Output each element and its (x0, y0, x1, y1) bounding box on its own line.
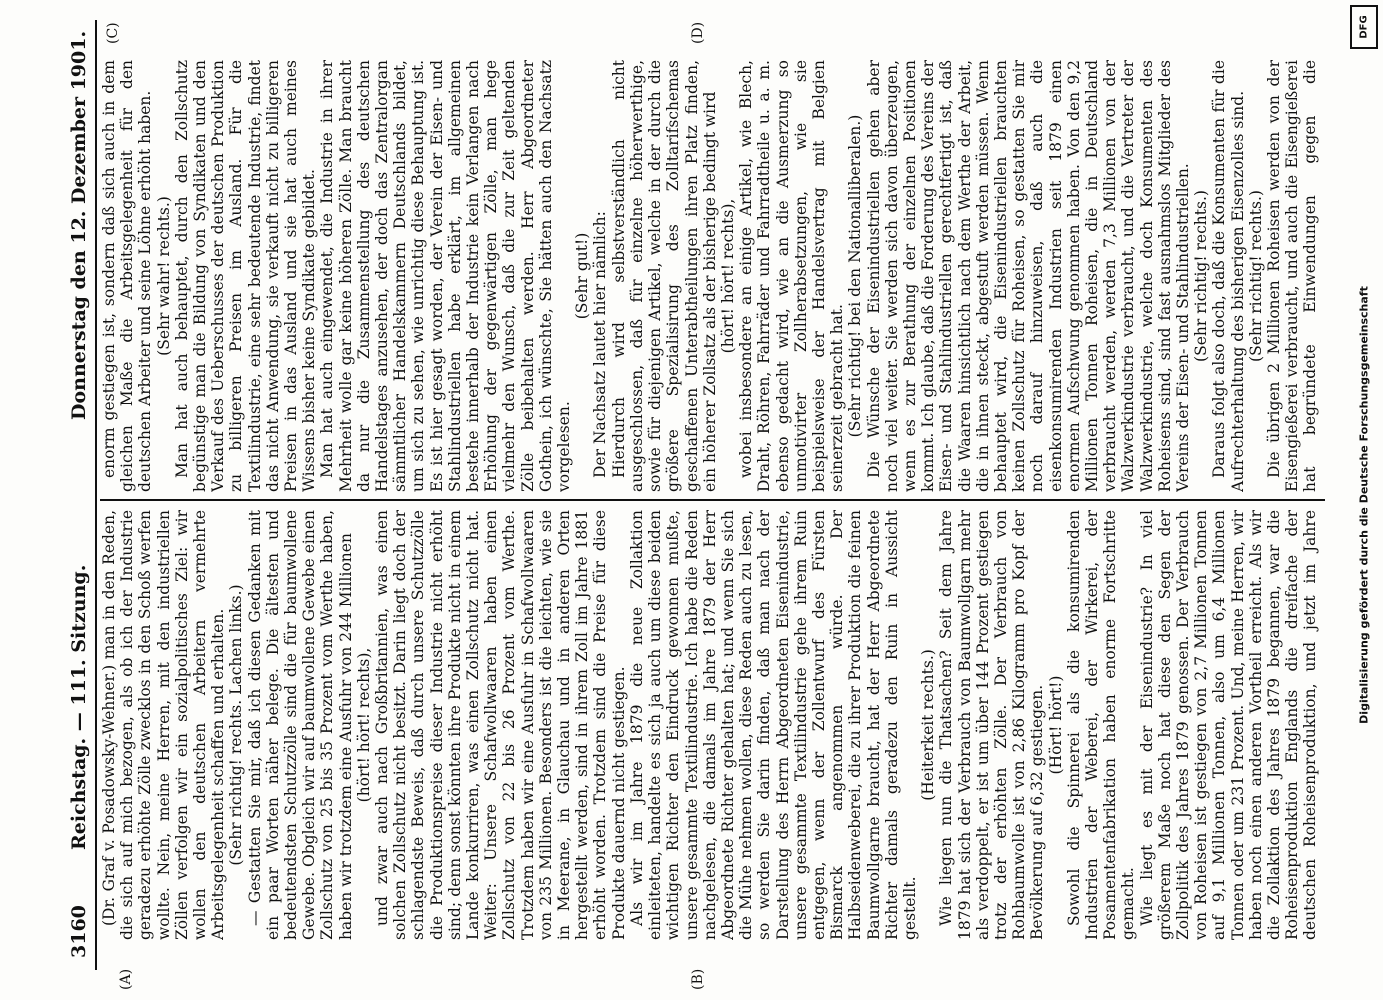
digitization-credit (1350, 5, 1378, 995)
page-number: 3160 (68, 905, 90, 958)
paragraph: enorm gestiegen ist, sondern daß sich auch in dem gleichen Maße die Arbeitsgelegenheit für den deutschen Arbeiter und seine Löhne erhöht haben. (100, 60, 155, 492)
paragraph: Wie liegt es mit der Eisenindustrie? In viel größerem Maße noch hat diese den Segen der Zollpolitik des Jahres 1879 genossen. Der Verbrauch von Roheisen ist gestiegen von 2,7 Millionen Tonnen auf 9,1 Millionen Tonnen, also um 6,4 Millionen Tonnen oder um 231 Prozent. Und, meine Herren, wir haben noch einen anderen Vortheil erreicht. Als wir die Zollaktion des Jahres 1879 begannen, war die Roheisenproduktion Englands die dreifache der deutschen Roheisenproduktion, und jetzt im Jahre (1137, 510, 1320, 940)
paragraph: Die Wünsche der Eisenindustriellen gehen aber noch viel weiter. Sie werden sich davon überzeugen, wenn es zur Berathung der einzelnen Positionen kommt. Ich glaube, daß die Forderung des Vereins der Eisen- und Stahlindustriellen gerechtfertigt ist, daß die Waaren hinsichtlich nach dem Werthe der Arbeit, die in ihnen steckt, abgestuft werden müssen. Wenn behauptet wird, die Eisenindustriellen brauchten keinen Zollschutz für Roheisen, so gestatten Sie mir noch darauf hinzuweisen, daß auch die eisenkonsumirenden Industrien seit 1879 einen enormen Aufschwung genommen haben. Von den 9,2 Millionen Tonnen Roheisen, die in Deutschland verbraucht werden, werden 7,3 Millionen von der Walzwerkindustrie verbraucht, und die Vertreter der Walzwerkindustrie, welche doch Konsumenten des Roheisens sind, sind fast ausnahmslos Mitglieder des Vereins der Eisen- und Stahlindustriellen. (864, 60, 1192, 492)
header-left: Reichstag. — 111. Sitzung. (68, 564, 90, 850)
paragraph: Wie liegen nun die Thatsachen? Seit dem Jahre 1879 hat sich der Verbrauch von Baumwollgarn mehr als verdoppelt, er ist um über 144 Prozent gestiegen trotz der erhöhten Zölle. Der Verbrauch von Rohbaumwolle ist von 2,86 Kilogramm pro Kopf der Bevölkerung auf 6,32 gestiegen. (937, 510, 1047, 940)
interjection: (Sehr richtig! rechts.) (1192, 190, 1211, 362)
interjection: (Sehr wahr! rechts.) (154, 196, 173, 356)
interjection: (Sehr gut!) (573, 232, 592, 320)
interjection: (hört! hört! rechts), (354, 647, 373, 803)
paragraph: und zwar auch nach Großbritannien, was einen solchen Zollschutz nicht besitzt. Darin liegt doch der schlagendste Beweis, daß durch unsere Schutzzölle die Produktionspreise dieser Industrie nicht erhöht sind; denn sonst könnten ihre Produkte nicht in einem Lande konkurriren, was einen Zollschutz nicht hat. Weiter: Unsere Schafwollwaaren haben einen Zollschutz von 22 bis 26 Prozent vom Werthe. Trotzdem haben wir eine Ausfuhr in Schafwollwaaren von 235 Millionen. Besonders ist die leichten, wie sie in Meerane, in Glauchau und in anderen Orten hergestellt werden, sind in ihrem Zoll im Jahre 1881 erhöht worden. Trotzdem sind die Preise für diese Produkte dauernd nicht gestiegen. (373, 510, 628, 940)
header-rule (95, 20, 97, 970)
interjection: (Sehr richtig! rechts.) (1246, 190, 1265, 362)
paragraph: Man hat auch behauptet, durch den Zollschutz begünstige man die Bildung von Syndikaten und den Verkauf des Ueberschusses der deutschen Produktion zu billigeren Preisen im Ausland. Für die Textilindustrie, eine sehr bedeutende Industrie, findet das nicht Anwendung, sie verkauft nicht zu billigeren Preisen in das Ausland und sie hat auch meines Wissens bisher keine Syndikate gebildet. (172, 60, 319, 492)
paragraph: Die übrigen 2 Millionen Roheisen werden von der Eisengießerei verbraucht, und auch die Eisengießerei hat begründete Einwendungen gegen die (1265, 60, 1320, 492)
interjection: (hört! hört! rechts), (718, 198, 737, 354)
interjection: (Sehr richtig! bei den Nationalliberalen.) (846, 114, 865, 438)
margin-mark-b: (B) (690, 968, 706, 990)
left-column (100, 510, 1320, 940)
interjection: (Hört! hört!) (1046, 675, 1065, 775)
credit-text: Digitalisierung gefördert durch die Deutsche Forschungsgemeinschaft (1357, 286, 1371, 724)
margin-mark-d: (D) (690, 21, 706, 44)
column-divider (100, 499, 1325, 501)
quoted-paragraph: Hierdurch wird selbstverständlich nicht ausgeschlossen, daß für einzelne höherwerthige, sowie für diejenigen Artikel, welche in der durch die größere Spezialisirung des Zolltarifschemas geschaffenen Unterabtheilungen ihren Platz finden, ein höherer Zollsatz als der bisherige bedingt wird (609, 60, 719, 492)
paragraph: (Dr. Graf v. Posadowsky-Wehner.) man in den Reden, die sich auf mich bezogen, als ob ich der Industrie geradezu erhöhte Zölle zwecklos in den Schoß werfen wollte. Nein, meine Herren, mit den industriellen Zöllen verfolgen wir ein sozialpolitisches Ziel: wir wollen den deutschen Arbeitern vermehrte Arbeitsgelegenheit schaffen und erhalten. (100, 510, 228, 940)
interjection: (Heiterkeit rechts.) (919, 649, 938, 801)
paragraph: Man hat auch eingewendet, die Industrie in ihrer Mehrheit wolle gar keine höheren Zölle. Man braucht da nur die Zusammenstellung des deutschen Handelstages anzusehen, der doch das Zentralorgan sämmtlicher Handelskammern Deutschlands bildet, um sich zu sehen, wie unrichtig diese Behauptung ist. Es ist hier gesagt worden, der Verein der Eisen- und Stahlindustriellen habe erklärt, im allgemeinen bestehe innerhalb der Industrie kein Verlangen nach Erhöhung der gegenwärtigen Zölle, man hege vielmehr den Wunsch, daß die zur Zeit geltenden Zölle beibehalten werden. Herr Abgeordneter Gothein, ich wünschte, Sie hätten auch den Nachsatz vorgelesen. (318, 60, 574, 492)
margin-mark-c: (C) (105, 22, 121, 44)
paragraph: Der Nachsatz lautet hier nämlich: (591, 211, 610, 478)
paragraph: — Gestatten Sie mir, daß ich diesen Gedanken mit ein paar Worten näher belege. Die ältesten und bedeutendsten Schutzzölle sind die für baumwollene Gewebe. Obgleich wir auf baumwollene Gewebe einen Zollschutz von 25 bis 35 Prozent vom Werthe haben, haben wir trotzdem eine Ausfuhr von 244 Millionen (245, 510, 355, 940)
paragraph: Sowohl die Spinnerei als die konsumirenden Industrien der Weberei, der Wirkerei, der Posamentenfabrikation haben enorme Fortschritte gemacht. (1064, 510, 1138, 940)
right-column (100, 60, 1320, 492)
margin-mark-a: (A) (118, 968, 134, 990)
dfg-logo: DFG (1350, 5, 1378, 49)
quoted-paragraph: wobei insbesondere an einige Artikel, wie Blech, Draht, Röhren, Fahrräder und Fahrradtheile u. a. m. ebenso gedacht wird, wie an die Ausmerzung so unmotivirter Zollherabsetzungen, wie sie beispielsweise der Handelsvertrag mit Belgien seinerzeit gebracht hat. (737, 60, 847, 492)
header-right: Donnerstag den 12. Dezember 1901. (68, 30, 90, 420)
paragraph: Als wir im Jahre 1879 die neue Zollaktion einleiteten, handelte es sich ja auch um diese beiden wichtigen Richter den Eindruck gewonnen mußte, unsere gesammte Textilindustrie. Ich habe die Reden nachgelesen, die damals im Jahre 1879 der Herr Abgeordnete Richter gehalten hat; und wenn Sie sich die Mühe nehmen wollen, diese Reden auch zu lesen, so werden Sie darin finden, daß man nach der Darstellung des Herrn Abgeordneten Eisenindustrie, unsere gesammte Textilindustrie gehe ihrem Ruin entgegen, wenn der Zollentwurf des Fürsten Bismarck angenommen würde. Der Halbseidenweberei, die zu ihrer Produktion die feinen Baumwollgarne braucht, hat der Herr Abgeordnete Richter damals geradezu den Ruin in Aussicht gestellt. (627, 510, 919, 940)
interjection: (Sehr richtig! rechts. Lachen links.) (227, 584, 246, 866)
paragraph: Daraus folgt also doch, daß die Konsumenten für die Aufrechterhaltung des bisherigen Eisenzolles sind. (1210, 60, 1247, 492)
